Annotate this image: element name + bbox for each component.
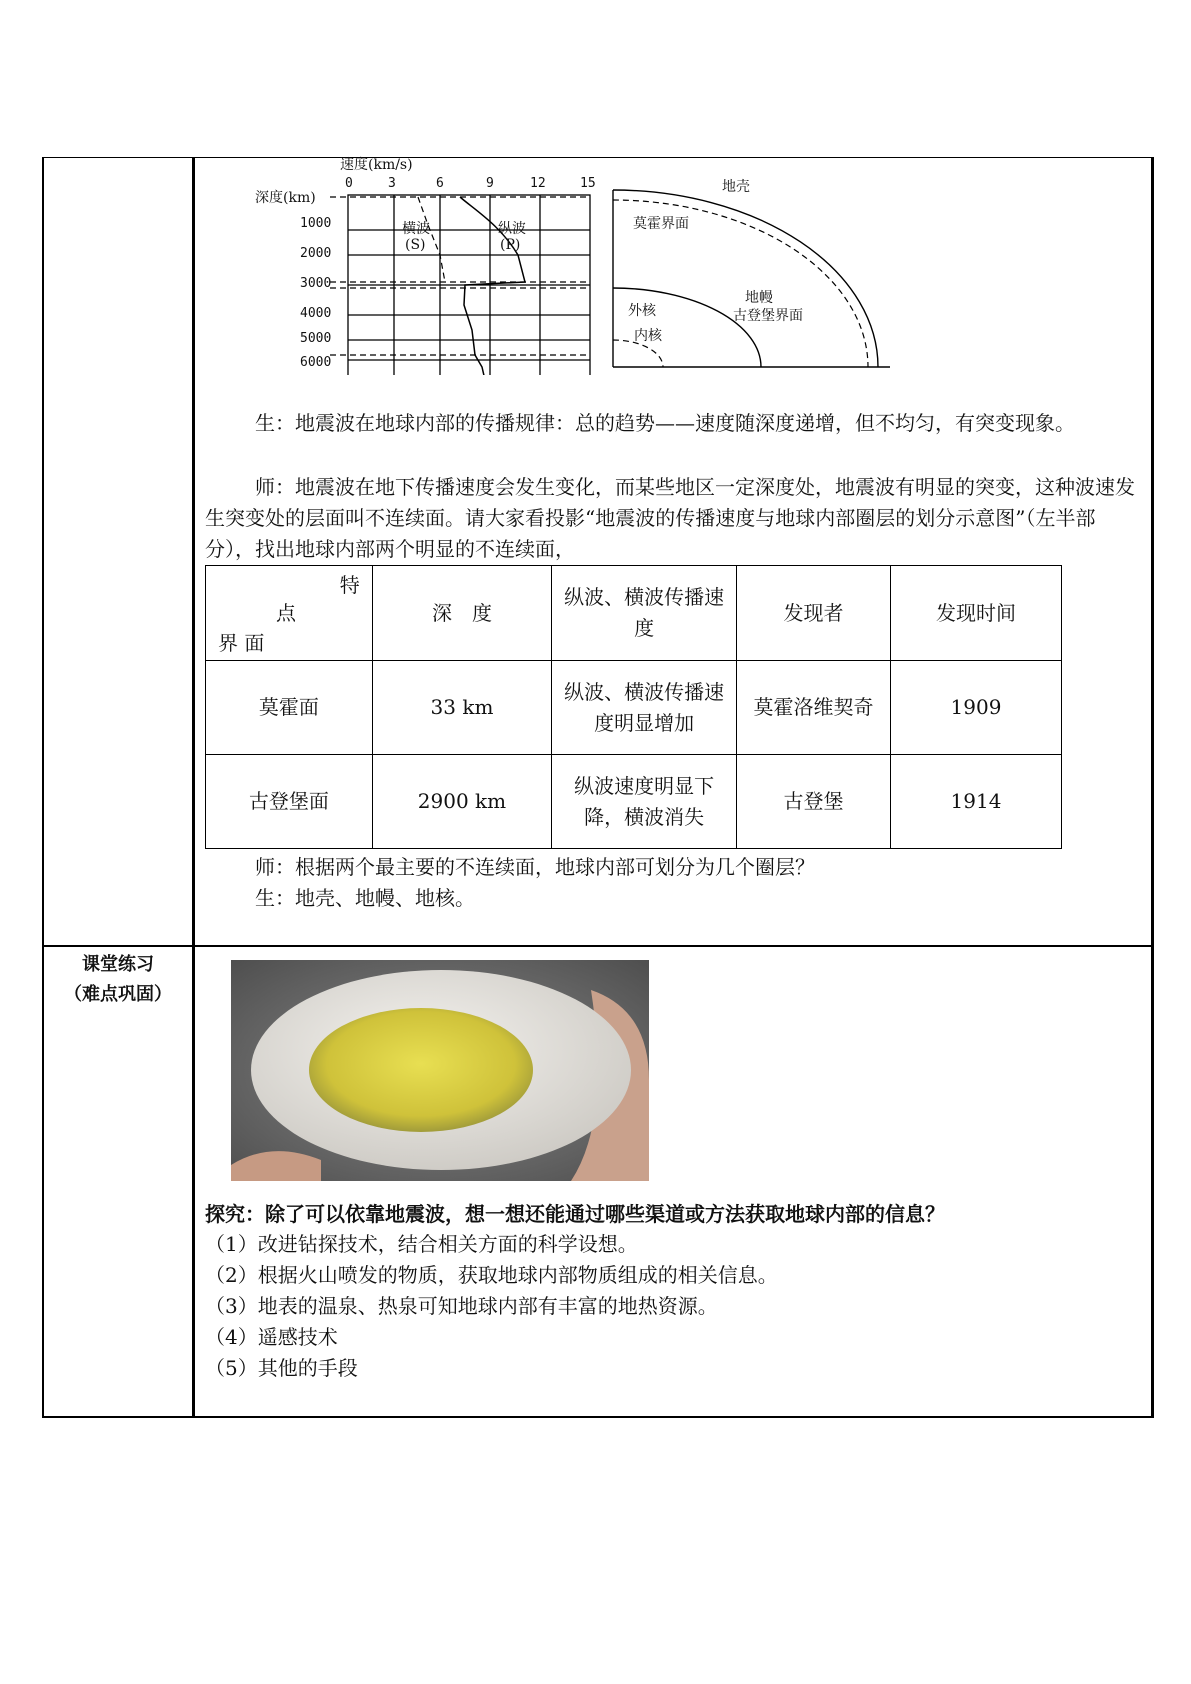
s-wave-label: 横波 xyxy=(402,221,430,237)
student-answer-1 xyxy=(205,408,1145,439)
moho-label: 莫霍界面 xyxy=(633,216,689,232)
teacher-question xyxy=(205,852,1145,883)
paragraph-text: 生：地壳、地幔、地核。 xyxy=(255,886,475,910)
depth-tick: 2000 xyxy=(300,246,332,261)
paragraph-text: 师：根据两个最主要的不连续面，地球内部可划分为几个圈层？ xyxy=(255,855,815,879)
cell-speed: 纵波速度明显下降，横波消失 xyxy=(552,755,737,849)
cell-speed: 纵波、横波传播速度明显增加 xyxy=(552,661,737,755)
list-item: （2）根据火山喷发的物质，获取地球内部物质组成的相关信息。 xyxy=(205,1263,778,1287)
column-divider xyxy=(192,157,195,1418)
header-diagonal-cell xyxy=(206,566,373,661)
header-interface-label: 界 面 xyxy=(218,631,265,655)
speed-tick: 12 xyxy=(530,176,546,191)
depth-axis-label: 深度(km) xyxy=(255,190,316,206)
depth-tick: 5000 xyxy=(300,331,332,346)
list-item: （3）地表的温泉、热泉可知地球内部有丰富的地热资源。 xyxy=(205,1294,718,1318)
discontinuity-table xyxy=(205,565,1062,849)
s-wave-symbol: (S) xyxy=(405,237,426,253)
cell-discoverer: 古登堡 xyxy=(737,755,891,849)
cell-depth: 33 km xyxy=(372,661,552,755)
table-row xyxy=(206,661,1062,755)
table-row xyxy=(206,755,1062,849)
speed-tick: 9 xyxy=(486,176,494,191)
crust-label: 地壳 xyxy=(722,179,750,195)
section-label-line1: 课堂练习 xyxy=(82,954,154,975)
header-point-label: 点 xyxy=(276,601,296,625)
header-discoverer: 发现者 xyxy=(737,566,891,661)
seismic-wave-figure xyxy=(250,155,910,375)
paragraph-text: 师：地震波在地下传播速度会发生变化，而某些地区一定深度处，地震波有明显的突变，这种波速发生突变处的层面叫不连续面。请大家看投影“地震波的传播速度与地球内部圈层的划分示意图”（左半部分），找出地球内部两个明显的不连续面， xyxy=(205,475,1135,561)
speed-tick: 6 xyxy=(436,176,444,191)
row-divider xyxy=(42,945,1154,947)
cell-year: 1909 xyxy=(890,661,1061,755)
header-feature-label: 特 xyxy=(339,573,360,597)
cell-year: 1914 xyxy=(890,755,1061,849)
header-year: 发现时间 xyxy=(890,566,1061,661)
cell-discoverer: 莫霍洛维契奇 xyxy=(737,661,891,755)
depth-tick: 4000 xyxy=(300,306,332,321)
boiled-egg-photo xyxy=(231,960,649,1181)
list-item: （4）遥感技术 xyxy=(205,1325,338,1349)
speed-axis-label: 速度(km/s) xyxy=(340,157,413,173)
p-wave-symbol: (P) xyxy=(500,237,521,253)
speed-tick: 15 xyxy=(580,176,596,191)
seismic-diagram xyxy=(250,155,910,375)
mantle-label: 地幔 xyxy=(745,290,773,306)
list-item: （5）其他的手段 xyxy=(205,1356,358,1380)
teacher-explanation xyxy=(205,472,1145,565)
header-speed: 纵波、横波传播速度 xyxy=(552,566,737,661)
section-label xyxy=(44,950,192,1010)
depth-tick: 3000 xyxy=(300,276,332,291)
section-label-line2: （难点巩固） xyxy=(64,984,172,1005)
speed-tick: 0 xyxy=(345,176,353,191)
student-answer-2 xyxy=(205,883,1145,914)
depth-tick: 6000 xyxy=(300,355,332,370)
cell-interface: 古登堡面 xyxy=(206,755,373,849)
depth-tick: 1000 xyxy=(300,216,332,231)
answer-list xyxy=(205,1229,1145,1384)
inquiry-question: 探究：除了可以依靠地震波，想一想还能通过哪些渠道或方法获取地球内部的信息？ xyxy=(205,1202,945,1226)
inner-core-label: 内核 xyxy=(634,328,662,344)
speed-tick: 3 xyxy=(388,176,396,191)
header-depth: 深 度 xyxy=(372,566,552,661)
cell-depth: 2900 km xyxy=(372,755,552,849)
list-item: （1）改进钻探技术，结合相关方面的科学设想。 xyxy=(205,1232,638,1256)
gutenberg-label: 古登堡界面 xyxy=(733,308,803,324)
cell-interface: 莫霍面 xyxy=(206,661,373,755)
outer-core-label: 外核 xyxy=(628,303,656,319)
paragraph-text: 生：地震波在地球内部的传播规律：总的趋势——速度随深度递增，但不均匀，有突变现象。 xyxy=(255,411,1075,435)
p-wave-label: 纵波 xyxy=(498,221,526,237)
